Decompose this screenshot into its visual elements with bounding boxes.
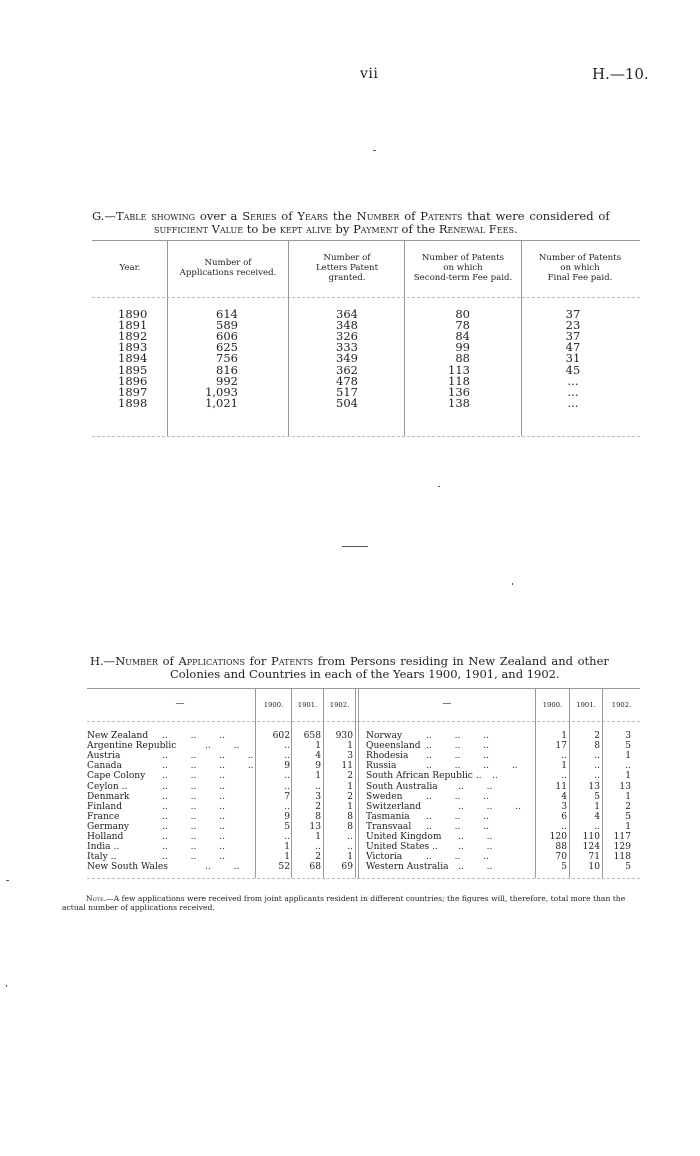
count-cell: 71 — [588, 852, 600, 863]
year-cell: 1893 — [118, 340, 148, 355]
table-g-header-second-fee: Number of Patents on which Second-term Fee paid. — [413, 253, 513, 283]
count-cell: 69 — [341, 862, 353, 873]
count-cell: 9 — [284, 811, 290, 822]
leader-dots: .. .. .. — [162, 832, 225, 842]
count-cell: 1 — [347, 852, 353, 863]
count-cell: 1 — [561, 761, 567, 772]
table-h-header-blank-left: — — [175, 699, 185, 709]
table-h-header-blank-right: — — [442, 699, 452, 709]
print-speck — [373, 150, 376, 151]
count-cell: 1 — [284, 842, 290, 853]
count-cell: 4 — [561, 791, 567, 802]
leader-dots: .. .. .. .. — [426, 761, 518, 772]
table-g-title-line2: sufficient Value to be kept alive by Payment of the Renewal Fees. — [154, 222, 518, 236]
country-name: France — [87, 811, 120, 822]
final-fee-cell: 45 — [565, 362, 581, 377]
leader-dots: .. .. .. — [426, 811, 489, 822]
second-fee-cell: 80 — [455, 307, 470, 321]
final-fee-cell: 37 — [565, 329, 581, 344]
count-cell: 10 — [588, 862, 600, 873]
count-cell: 118 — [613, 852, 631, 863]
count-cell: 5 — [284, 821, 290, 832]
second-fee-cell: 113 — [448, 362, 470, 377]
leader-dots: .. .. — [458, 781, 493, 792]
count-cell: 110 — [582, 832, 600, 842]
country-name: Italy .. — [87, 852, 117, 863]
count-cell: 5 — [625, 862, 631, 873]
table-h-title-line2: Colonies and Countries in each of the Years 1900, 1901, and 1902. — [170, 667, 560, 681]
leader-dots: .. .. .. — [458, 801, 521, 812]
count-cell: 1 — [284, 852, 290, 863]
leader-dots: .. .. .. — [162, 771, 225, 782]
count-cell: .. — [284, 801, 290, 812]
count-cell: 4 — [315, 751, 321, 762]
count-cell: .. — [594, 821, 600, 832]
final-fee-cell: 31 — [565, 351, 581, 366]
table-h-footnote: Note.—A few applications were received from joint applicants resident in different countries; the figures will, therefore, total more than the actual number of applications received. — [62, 894, 626, 912]
second-fee-cell: 136 — [448, 384, 470, 399]
count-cell: 3 — [347, 751, 353, 762]
count-cell: .. — [561, 821, 567, 832]
count-cell: .. — [315, 842, 321, 853]
count-cell: 4 — [594, 811, 600, 822]
letters-patent-cell: 517 — [336, 384, 358, 399]
count-cell: 5 — [625, 811, 631, 822]
year-cell: 1898 — [118, 395, 148, 410]
applications-cell: 1,093 — [205, 384, 238, 399]
applications-cell: 1,021 — [205, 395, 238, 410]
leader-dots: .. .. .. .. — [162, 751, 254, 762]
section-divider — [342, 546, 368, 547]
country-name: Holland — [87, 832, 124, 842]
final-fee-cell: ... — [567, 373, 579, 388]
table-h-header-1901-left: 1901. — [297, 701, 318, 709]
leader-dots: .. .. .. — [162, 731, 225, 741]
count-cell: .. — [315, 781, 321, 792]
country-name: Cape Colony — [87, 771, 146, 782]
applications-cell: 816 — [216, 362, 238, 377]
count-cell: 1 — [315, 741, 321, 752]
country-name: Russia — [366, 761, 397, 772]
second-fee-cell: 118 — [448, 373, 470, 388]
print-speck — [512, 583, 513, 585]
count-cell: 1 — [625, 821, 631, 832]
count-cell: 120 — [549, 832, 567, 842]
leader-dots: .. .. .. — [162, 801, 225, 812]
list-item — [366, 802, 640, 812]
applications-cell: 625 — [216, 340, 238, 355]
country-name: Canada — [87, 761, 122, 772]
count-cell: 5 — [561, 862, 567, 873]
count-cell: .. — [284, 741, 290, 752]
leader-dots: .. .. .. — [426, 731, 489, 741]
country-name: India .. — [87, 842, 120, 853]
count-cell: 1 — [315, 832, 321, 842]
list-item — [366, 832, 640, 842]
leader-dots: .. .. .. — [426, 852, 489, 863]
year-cell: 1890 — [118, 307, 148, 321]
second-fee-cell: 84 — [455, 329, 470, 344]
leader-dots: .. .. — [458, 842, 493, 853]
second-fee-cell: 138 — [448, 395, 470, 410]
count-cell: 2 — [594, 731, 600, 741]
count-cell: .. — [347, 842, 353, 853]
count-cell: 3 — [625, 731, 631, 741]
leader-dots: .. .. .. — [162, 781, 225, 792]
list-item — [366, 842, 640, 852]
count-cell: 2 — [625, 801, 631, 812]
count-cell: 602 — [272, 731, 290, 741]
letters-patent-cell: 348 — [336, 318, 358, 333]
leader-dots: .. .. — [205, 862, 240, 873]
final-fee-cell: 47 — [565, 340, 581, 355]
count-cell: .. — [594, 771, 600, 782]
count-cell: 1 — [315, 771, 321, 782]
list-item — [366, 792, 640, 802]
count-cell: 9 — [315, 761, 321, 772]
count-cell: 7 — [284, 791, 290, 802]
count-cell: 9 — [284, 761, 290, 772]
print-speck — [6, 880, 9, 881]
country-name: United Kingdom — [366, 832, 442, 842]
country-name: Norway — [366, 731, 403, 741]
country-name: South African Republic .. — [366, 771, 482, 782]
count-cell: 1 — [561, 731, 567, 741]
leader-dots: .. .. .. .. — [162, 761, 254, 772]
leader-dots: .. .. .. — [162, 852, 225, 863]
letters-patent-cell: 349 — [336, 351, 358, 366]
count-cell: .. — [284, 781, 290, 792]
country-name: Sweden — [366, 791, 403, 802]
count-cell: 1 — [347, 741, 353, 752]
letters-patent-cell: 362 — [336, 362, 358, 377]
count-cell: 8 — [315, 811, 321, 822]
leader-dots: .. .. .. — [162, 811, 225, 822]
print-speck — [6, 985, 7, 987]
count-cell: 2 — [315, 852, 321, 863]
final-fee-cell: 23 — [565, 318, 581, 333]
count-cell: 3 — [315, 791, 321, 802]
count-cell: 5 — [625, 741, 631, 752]
country-name: Victoria — [366, 852, 403, 863]
table-g-col-divider — [288, 241, 289, 436]
count-cell: 2 — [347, 771, 353, 782]
count-cell: 13 — [588, 781, 600, 792]
list-item — [366, 761, 640, 771]
leader-dots: .. .. — [458, 862, 493, 873]
applications-cell: 992 — [216, 373, 238, 388]
list-item — [366, 782, 640, 792]
table-h-header-rule — [87, 721, 640, 722]
applications-cell: 606 — [216, 329, 238, 344]
count-cell: 8 — [347, 811, 353, 822]
table-g-col-divider — [521, 241, 522, 436]
country-name: Austria — [87, 751, 121, 762]
leader-dots: .. .. — [205, 741, 240, 752]
leader-dots: .. .. .. — [426, 791, 489, 802]
final-fee-cell: ... — [567, 395, 579, 410]
table-g-col-divider — [167, 241, 168, 436]
count-cell: 1 — [625, 751, 631, 762]
leader-dots: .. .. .. — [162, 842, 225, 853]
count-cell: 1 — [625, 771, 631, 782]
table-h-top-rule — [87, 688, 640, 689]
country-name: United States .. — [366, 842, 438, 853]
count-cell: 117 — [613, 832, 631, 842]
letters-patent-cell: 504 — [336, 395, 358, 410]
table-h-title-line1: H.—Number of Applications for Patents from Persons residing in New Zealand and other — [90, 654, 609, 668]
table-h-header-1902-left: 1902. — [329, 701, 350, 709]
year-cell: 1896 — [118, 373, 148, 388]
list-item — [366, 751, 640, 761]
count-cell: 2 — [347, 791, 353, 802]
count-cell: 11 — [555, 781, 567, 792]
year-cell: 1895 — [118, 362, 148, 377]
count-cell: 658 — [303, 731, 321, 741]
country-name: Western Australia — [366, 862, 449, 873]
count-cell: 13 — [309, 821, 321, 832]
count-cell: 68 — [309, 862, 321, 873]
country-name: Queensland — [366, 741, 421, 752]
year-cell: 1897 — [118, 384, 148, 399]
table-g-title-line1: G.—Table showing over a Series of Years the Number of Patents that were considered of — [92, 209, 610, 223]
letters-patent-cell: 364 — [336, 307, 358, 321]
leader-dots: .. .. .. — [162, 791, 225, 802]
country-name: New Zealand — [87, 731, 149, 741]
list-item — [366, 812, 640, 822]
country-name: Denmark — [87, 791, 130, 802]
country-name: South Australia — [366, 781, 438, 792]
applications-cell: 614 — [216, 307, 238, 321]
year-cell: 1891 — [118, 318, 148, 333]
second-fee-cell: 99 — [455, 340, 470, 355]
list-item — [366, 741, 640, 751]
count-cell: .. — [561, 771, 567, 782]
count-cell: 5 — [594, 791, 600, 802]
letters-patent-cell: 333 — [336, 340, 358, 355]
table-g-header-rule — [92, 297, 640, 298]
count-cell: .. — [594, 751, 600, 762]
second-fee-cell: 88 — [455, 351, 470, 366]
count-cell: 124 — [582, 842, 600, 853]
count-cell: .. — [347, 832, 353, 842]
count-cell: 930 — [335, 731, 353, 741]
country-name: Finland — [87, 801, 123, 812]
second-fee-cell: 78 — [455, 318, 470, 333]
applications-cell: 756 — [216, 351, 238, 366]
table-g-col-divider — [404, 241, 405, 436]
country-name: Ceylon .. — [87, 781, 128, 792]
count-cell: .. — [561, 751, 567, 762]
leader-dots: .. — [492, 771, 498, 782]
count-cell: 88 — [555, 842, 567, 853]
table-g-header-year: Year. — [119, 263, 141, 273]
count-cell: 11 — [341, 761, 353, 772]
list-item — [366, 771, 640, 781]
leader-dots: .. .. .. — [426, 751, 489, 762]
page-reference: H.—10. — [592, 65, 649, 83]
page-number: vii — [360, 66, 379, 82]
count-cell: 8 — [594, 741, 600, 752]
list-item — [366, 822, 640, 832]
count-cell: 2 — [315, 801, 321, 812]
leader-dots: .. .. .. — [426, 741, 489, 752]
list-item — [366, 862, 640, 872]
table-g-top-rule — [92, 240, 640, 241]
letters-patent-cell: 326 — [336, 329, 358, 344]
table-h-header-1900-left: 1900. — [263, 701, 284, 709]
country-name: Switzerland — [366, 801, 422, 812]
leader-dots: .. .. .. — [426, 821, 489, 832]
list-item — [366, 731, 640, 741]
count-cell: 129 — [613, 842, 631, 853]
count-cell: 70 — [555, 852, 567, 863]
table-h-header-1902-right: 1902. — [611, 701, 632, 709]
count-cell: 1 — [347, 801, 353, 812]
count-cell: .. — [625, 761, 631, 772]
table-g-header-letters: Number of Letters Patent granted. — [315, 253, 379, 283]
table-h-header-1900-right: 1900. — [542, 701, 563, 709]
country-name: Argentine Republic — [87, 741, 177, 752]
count-cell: 8 — [347, 821, 353, 832]
table-g-header-final-fee: Number of Patents on which Final Fee paid. — [538, 253, 622, 283]
count-cell: .. — [594, 761, 600, 772]
count-cell: 1 — [594, 801, 600, 812]
year-cell: 1894 — [118, 351, 148, 366]
table-g-header-applications: Number of Applications received. — [179, 258, 277, 278]
country-name: Rhodesia — [366, 751, 409, 762]
count-cell: 1 — [625, 791, 631, 802]
table-h-header-1901-right: 1901. — [576, 701, 596, 709]
count-cell: .. — [284, 832, 290, 842]
final-fee-cell: ... — [567, 384, 579, 399]
count-cell: 3 — [561, 801, 567, 812]
count-cell: 17 — [555, 741, 567, 752]
final-fee-cell: 37 — [565, 307, 581, 321]
table-h-bottom-rule — [87, 878, 640, 879]
count-cell: 6 — [561, 811, 567, 822]
country-name: Transvaal — [366, 821, 412, 832]
year-cell: 1892 — [118, 329, 148, 344]
country-name: Germany — [87, 821, 130, 832]
print-speck — [438, 486, 440, 487]
table-g-bottom-rule — [92, 436, 640, 437]
count-cell: 1 — [347, 781, 353, 792]
count-cell: .. — [284, 771, 290, 782]
letters-patent-cell: 478 — [336, 373, 358, 388]
count-cell: .. — [284, 751, 290, 762]
country-name: Tasmania — [366, 811, 410, 822]
count-cell: 52 — [278, 862, 290, 873]
list-item — [366, 852, 640, 862]
country-name: New South Wales — [87, 862, 168, 873]
leader-dots: .. .. — [458, 832, 493, 842]
applications-cell: 589 — [216, 318, 238, 333]
count-cell: 13 — [619, 781, 631, 792]
leader-dots: .. .. .. — [162, 821, 225, 832]
